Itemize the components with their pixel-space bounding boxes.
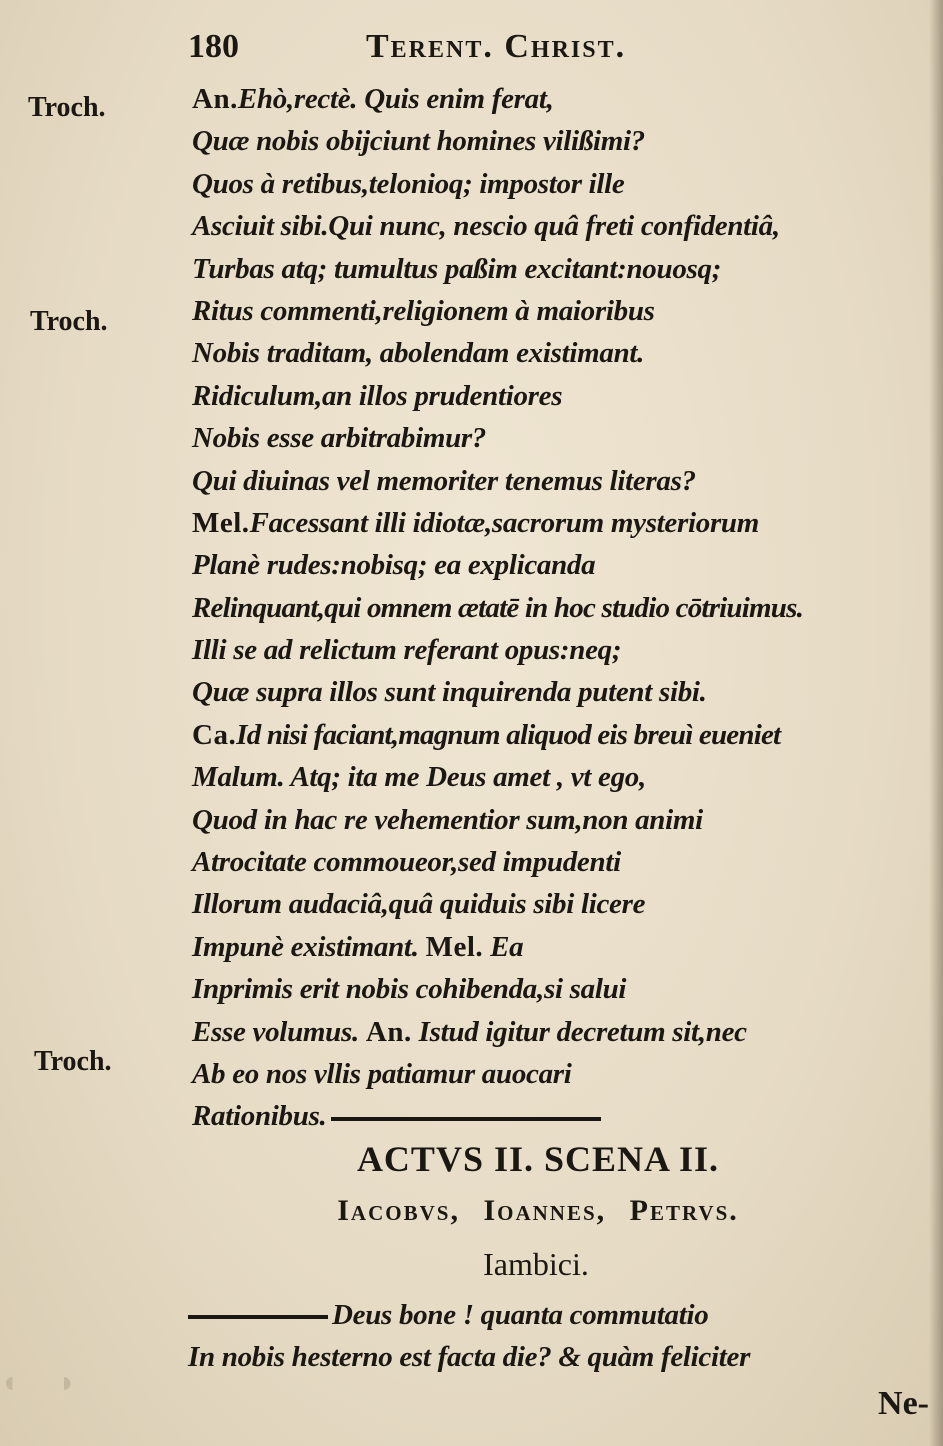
verse-line: Ca.Id nisi faciant,magnum aliquod eis breuì eueniet [192,718,781,751]
verse-line: Mel.Facessant illi idiotæ,sacrorum mysteriorum [192,506,760,539]
verse-line: An.Ehò,rectè. Quis enim ferat, [192,83,554,115]
meter-label: Iambici. [483,1246,589,1282]
verse-line: Nobis traditam, abolendam existimant. [192,337,645,370]
verse-line: Rationibus. [192,1095,912,1137]
verse-line: Asciuit sibi.Qui nunc, nescio quâ freti confidentiâ, [192,210,780,243]
dash-rule [188,1315,328,1319]
verse-line: Planè rudes:nobisq; ea explicanda [192,549,596,582]
speaker-label: Mel. [425,930,484,963]
speaker-label: An. [365,1015,412,1048]
dramatis-personae: Iacobvs, Ioannes, Petrvs. [337,1194,739,1227]
verse-line: In nobis hesterno est facta die? & quàm feliciter [188,1341,751,1374]
margin-note-troch-2: Troch. [30,306,108,337]
catchword: Ne- [878,1385,929,1422]
scene-one-verse [192,78,912,1138]
verse-line: Turbas atq; tumultus paßim excitant:nouosq; [192,252,722,285]
verse-line: Quod in hac re vehementior sum,non animi [192,803,703,836]
verse-line: Esse volumus. An. Istud igitur decretum sit,nec [192,1015,747,1048]
verse-line: Quos à retibus,telonioq; impostor ille [192,167,625,200]
faint-library-stamp [0,1366,116,1400]
verse-line: Relinquant,qui omnem ætatē in hoc studio cōtriuimus. [192,591,804,624]
verse-line: Illi se ad relictum referant opus:neq; [192,634,622,667]
running-title: Terent. Christ. [366,28,627,65]
verse-line: Quæ supra illos sunt inquirenda putent sibi. [192,676,707,709]
verse-line: Malum. Atq; ita me Deus amet , vt ego, [192,761,646,794]
verse-line: Ridiculum,an illos prudentiores [192,379,563,412]
verse-line: Quæ nobis obijciunt homines vilißimi? [192,125,645,158]
verse-line: Illorum audaciâ,quâ quiduis sibi licere [192,888,646,921]
verse-line: Qui diuinas vel memoriter tenemus literas? [192,464,696,497]
act-scene-heading: ACTVS II. SCENA II. [356,1139,720,1179]
verse-line: Ab eo nos vllis patiamur auocari [192,1057,572,1090]
verse-line: Nobis esse arbitrabimur? [192,422,487,455]
verse-line: Impunè existimant. Mel. Ea [192,930,524,963]
speaker-label: Mel. [192,506,250,539]
dash-rule [331,1117,601,1121]
speaker-label: Ca. [192,718,237,751]
margin-note-troch-3: Troch. [34,1046,112,1077]
stamp-mark-icon: ◗ [58,1366,117,1399]
page-edge-shadow [929,0,943,1446]
page-number: 180 [188,28,239,65]
page-header [188,24,748,72]
stamp-mark-icon: ◖ [0,1366,59,1399]
verse-line: Ritus commenti,religionem à maioribus [192,294,655,327]
verse-line: Inprimis erit nobis cohibenda,si salui [192,973,627,1006]
verse-line: Atrocitate commoueor,sed impudenti [192,846,621,879]
scene-two-verse [188,1294,908,1379]
speaker-label: An. [192,83,238,115]
margin-note-troch-1: Troch. [28,92,106,123]
verse-line: Deus bone ! quanta commutatio [188,1294,908,1336]
